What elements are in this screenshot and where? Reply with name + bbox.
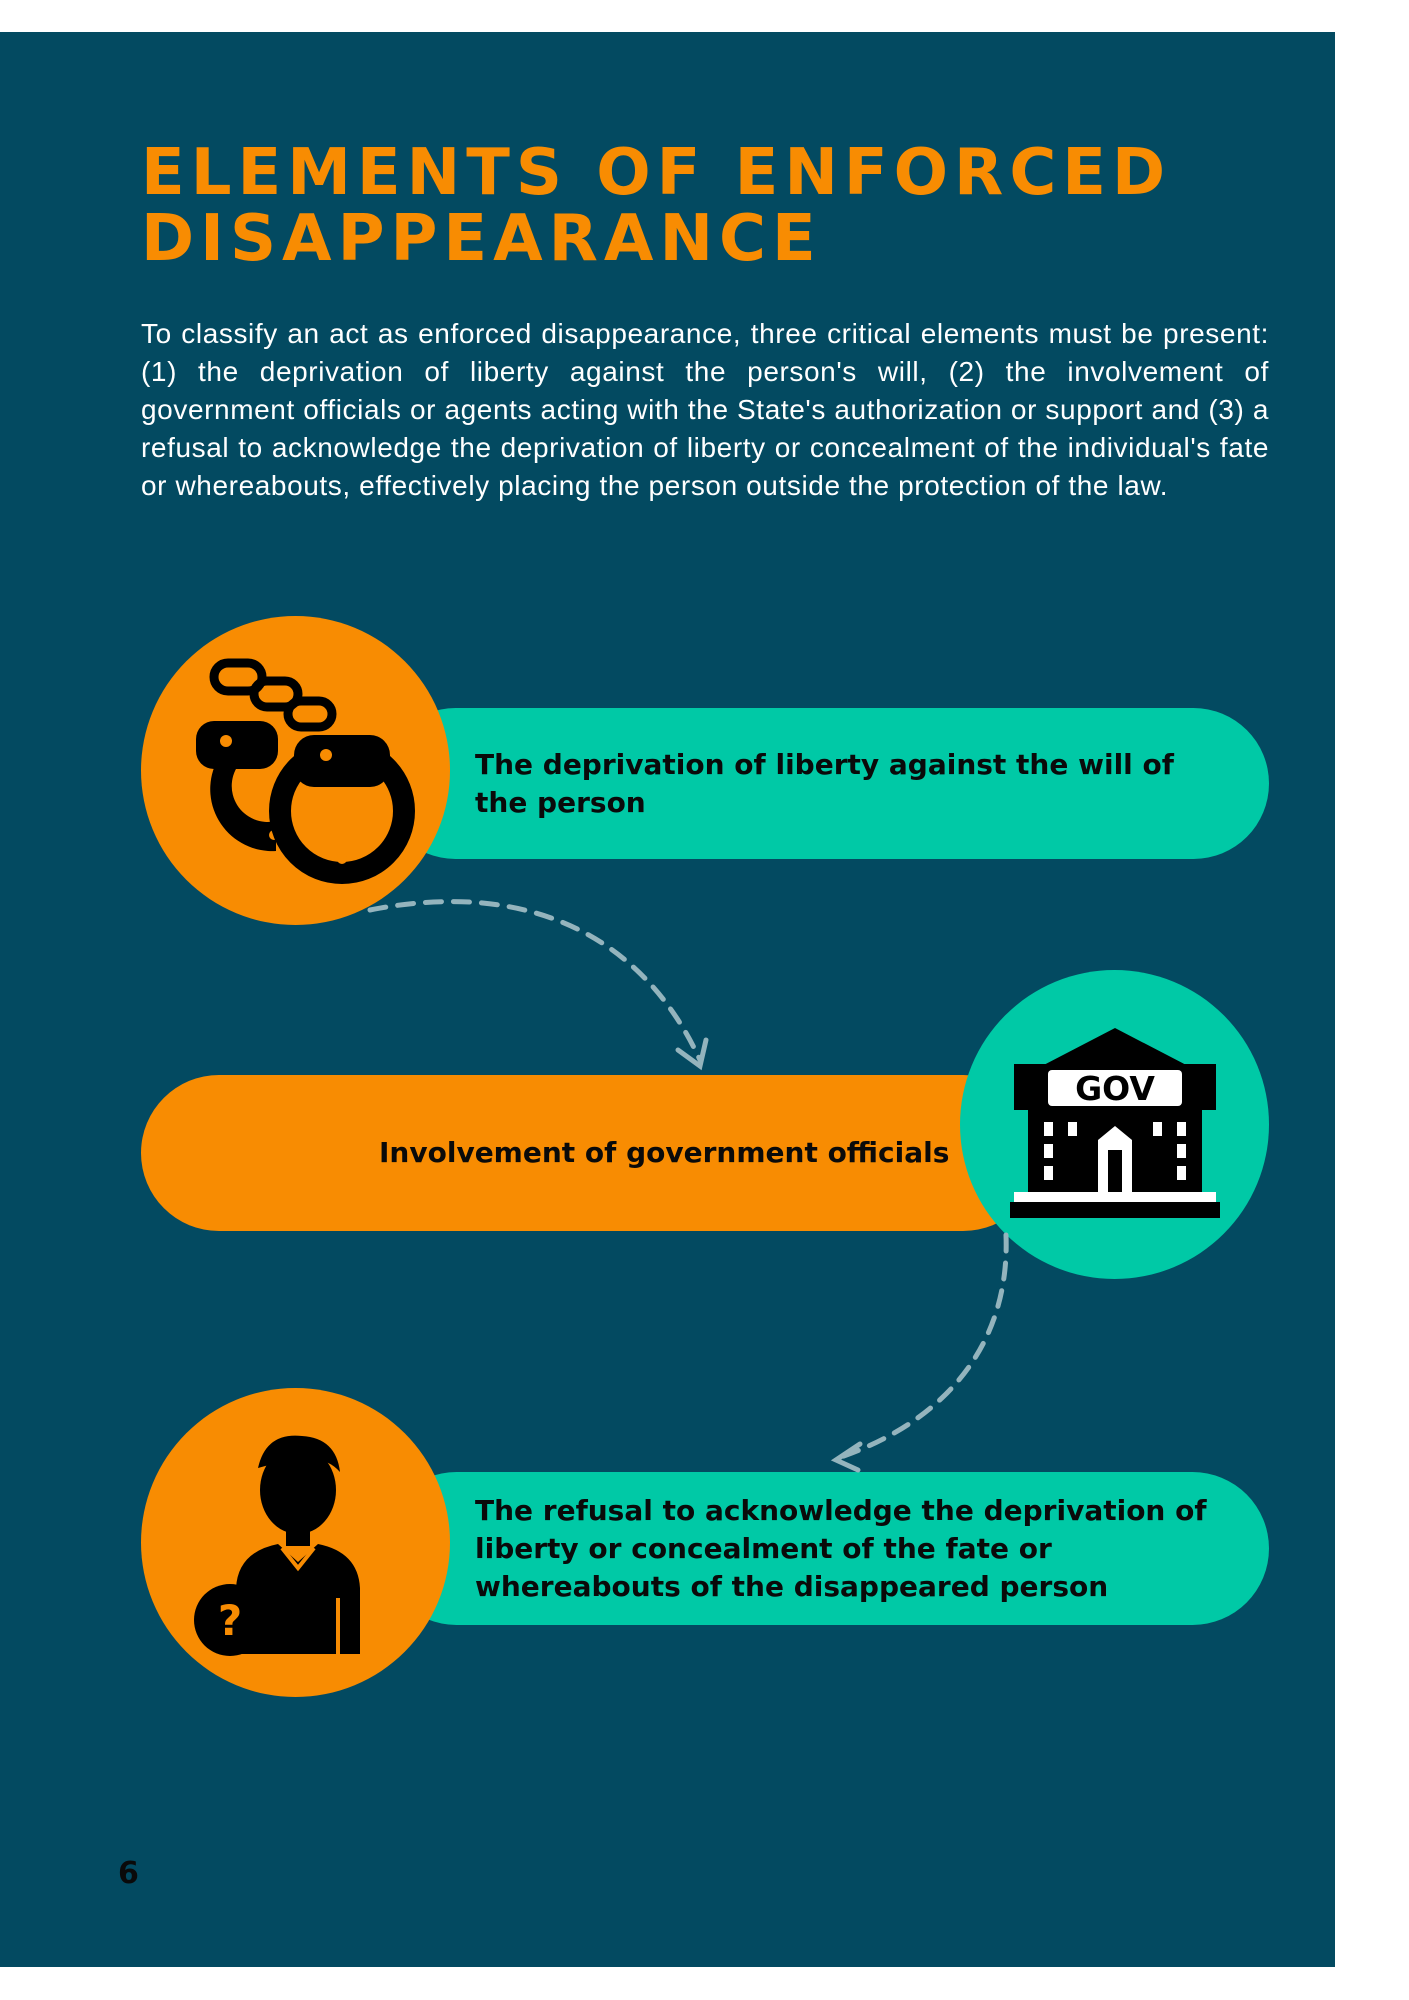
government-building-icon [1010, 1020, 1220, 1230]
intro-paragraph: To classify an act as enforced disappearance, three critical elements must be present: (1) the deprivation of liberty against the person's will, (2) the involvement of government officials or agents acting with the State's authorization or support and (3) a refusal to acknowledge the deprivation of liberty or concealment of the individual's fate or whereabouts, effectively placing the person outside the protection of the law. [141, 318, 1269, 501]
missing-person-icon [186, 1428, 406, 1658]
element-2-banner [141, 1075, 1041, 1231]
element-3-text: The refusal to acknowledge the deprivation of liberty or concealment of the fate or whereabouts of the disappeared person [475, 1493, 1207, 1603]
svg-text:?: ? [217, 1595, 242, 1645]
title-line-2: DISAPPEARANCE [141, 202, 822, 276]
element-3-banner [380, 1472, 1269, 1625]
handcuffs-icon [176, 651, 416, 891]
gov-sign-label: GOV [1074, 1068, 1155, 1108]
element-1-text: The deprivation of liberty against the will of the person [475, 747, 1174, 819]
title-line-1: ELEMENTS OF ENFORCED [141, 136, 1172, 210]
element-1-icon-circle [141, 616, 450, 925]
page-number: 6 [118, 1856, 139, 1891]
element-2-icon-circle [960, 970, 1269, 1279]
element-2-text: Involvement of government officials [379, 1136, 950, 1169]
page-title [141, 136, 1172, 276]
element-1-banner [380, 708, 1269, 859]
element-3-icon-circle [141, 1388, 450, 1697]
